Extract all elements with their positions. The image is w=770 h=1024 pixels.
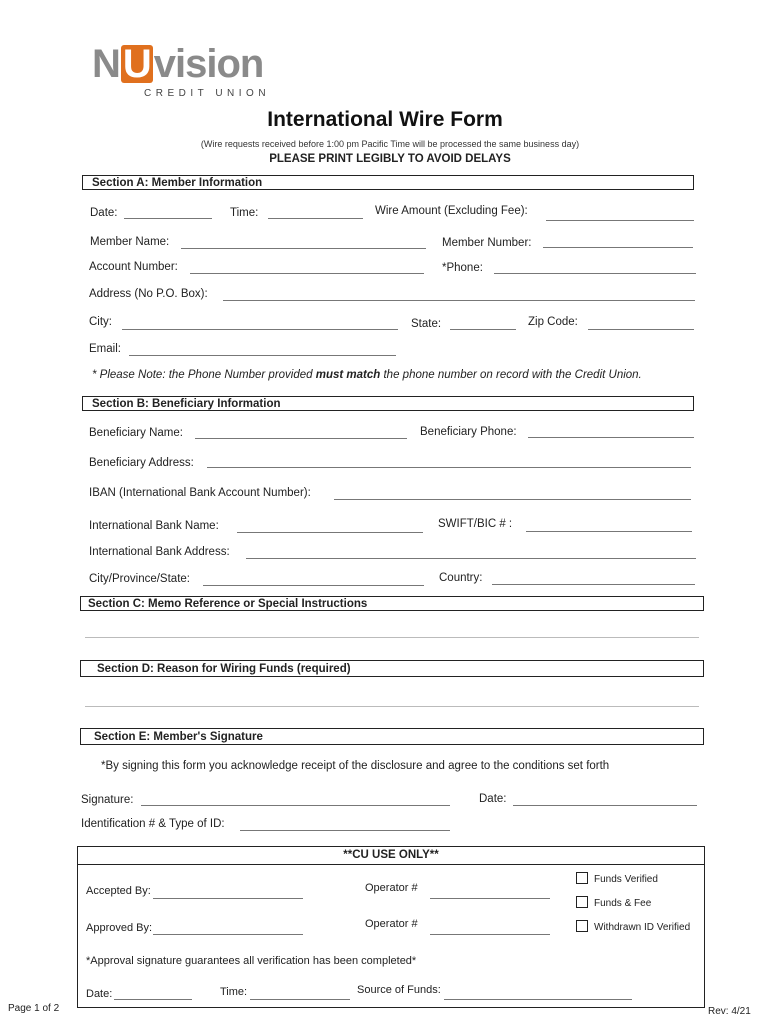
operator-1-label: Operator #: [365, 882, 418, 894]
cu-date-field[interactable]: [114, 999, 192, 1000]
identification-field[interactable]: [240, 830, 450, 831]
reason-field[interactable]: [85, 706, 699, 707]
state-label: State:: [411, 318, 442, 330]
operator-1-field[interactable]: [430, 898, 550, 899]
member-number-field[interactable]: [543, 247, 693, 248]
beneficiary-address-field[interactable]: [207, 467, 691, 468]
nuvision-logo: [92, 44, 270, 99]
section-d-header: [80, 660, 704, 677]
phone-match-note: [92, 369, 642, 381]
print-instruction: PLEASE PRINT LEGIBLY TO AVOID DELAYS: [269, 153, 511, 165]
operator-2-field[interactable]: [430, 934, 550, 935]
withdrawn-id-label: Withdrawn ID Verified: [594, 922, 691, 933]
accepted-by-field[interactable]: [153, 898, 303, 899]
section-c-title: Section C: Memo Reference or Special Instructions: [88, 598, 368, 610]
beneficiary-phone-label: Beneficiary Phone:: [420, 426, 517, 438]
city-field[interactable]: [122, 329, 398, 330]
section-b-header: [82, 396, 694, 411]
identification-label: Identification # & Type of ID:: [81, 818, 225, 830]
logo-letters-vision: vision: [153, 42, 264, 86]
source-of-funds-label: Source of Funds:: [357, 984, 441, 996]
form-title: International Wire Form: [267, 108, 503, 131]
bank-address-label: International Bank Address:: [89, 546, 230, 558]
approval-note: *Approval signature guarantees all verification has been completed*: [86, 955, 417, 967]
city-province-field[interactable]: [203, 585, 424, 586]
phone-note-emphasis: must match: [315, 369, 381, 381]
cu-date-label: Date:: [86, 988, 113, 1000]
country-label: Country:: [439, 572, 483, 584]
bank-name-field[interactable]: [237, 532, 423, 533]
bank-address-field[interactable]: [246, 558, 696, 559]
funds-verified-label: Funds Verified: [594, 874, 658, 885]
date-field[interactable]: [124, 218, 212, 219]
iban-label: IBAN (International Bank Account Number):: [89, 487, 311, 499]
zip-code-label: Zip Code:: [528, 316, 578, 328]
cu-time-label: Time:: [220, 986, 248, 998]
phone-label: *Phone:: [442, 262, 483, 274]
beneficiary-name-field[interactable]: [195, 438, 407, 439]
wire-amount-field[interactable]: [546, 220, 694, 221]
logo-wordmark: [92, 44, 270, 84]
time-field[interactable]: [268, 218, 363, 219]
section-c-header: [80, 596, 704, 611]
swift-field[interactable]: [526, 531, 692, 532]
account-number-field[interactable]: [190, 273, 424, 274]
city-label: City:: [89, 316, 112, 328]
zip-code-field[interactable]: [588, 329, 694, 330]
address-field[interactable]: [223, 300, 695, 301]
beneficiary-phone-field[interactable]: [528, 437, 694, 438]
logo-subtitle: CREDIT UNION: [144, 88, 271, 99]
memo-field[interactable]: [85, 637, 699, 638]
phone-note-text-end: the phone number on record with the Credit Union.: [380, 369, 642, 381]
member-name-field[interactable]: [181, 248, 426, 249]
beneficiary-address-label: Beneficiary Address:: [89, 457, 194, 469]
operator-2-label: Operator #: [365, 918, 418, 930]
section-b-title: Section B: Beneficiary Information: [92, 398, 281, 410]
accepted-by-label: Accepted By:: [86, 885, 151, 897]
page-number: Page 1 of 2: [8, 1003, 60, 1014]
member-name-label: Member Name:: [90, 236, 170, 248]
phone-field[interactable]: [494, 273, 696, 274]
section-a-title: Section A: Member Information: [92, 177, 263, 189]
account-number-label: Account Number:: [89, 261, 178, 273]
state-field[interactable]: [450, 329, 516, 330]
logo-letter-n: N: [92, 42, 120, 86]
signature-label: Signature:: [81, 794, 134, 806]
iban-field[interactable]: [334, 499, 691, 500]
section-d-title: Section D: Reason for Wiring Funds (required): [97, 663, 351, 675]
section-a-header: [82, 175, 694, 190]
logo-letter-u: U: [122, 42, 151, 86]
source-of-funds-field[interactable]: [444, 999, 632, 1000]
section-e-header: [80, 728, 704, 745]
signature-date-field[interactable]: [513, 805, 697, 806]
signature-date-label: Date:: [479, 793, 507, 805]
cu-time-field[interactable]: [250, 999, 350, 1000]
acknowledge-text: *By signing this form you acknowledge receipt of the disclosure and agree to the conditions set forth: [101, 760, 610, 772]
processing-note: (Wire requests received before 1:00 pm Pacific Time will be processed the same business day): [200, 139, 580, 149]
city-province-label: City/Province/State:: [89, 573, 190, 585]
swift-label: SWIFT/BIC # :: [438, 518, 513, 530]
address-label: Address (No P.O. Box):: [89, 288, 208, 300]
country-field[interactable]: [492, 584, 695, 585]
funds-fee-label: Funds & Fee: [594, 898, 652, 909]
bank-name-label: International Bank Name:: [89, 520, 219, 532]
time-label: Time:: [230, 207, 259, 219]
funds-verified-checkbox[interactable]: [576, 872, 588, 884]
beneficiary-name-label: Beneficiary Name:: [89, 427, 183, 439]
approved-by-field[interactable]: [153, 934, 303, 935]
section-e-title: Section E: Member's Signature: [94, 731, 263, 743]
funds-fee-checkbox[interactable]: [576, 896, 588, 908]
phone-note-text: * Please Note: the Phone Number provided: [92, 369, 316, 381]
wire-amount-label: Wire Amount (Excluding Fee):: [375, 205, 528, 217]
email-field[interactable]: [129, 355, 396, 356]
withdrawn-id-checkbox[interactable]: [576, 920, 588, 932]
revision-date: Rev: 4/21: [708, 1006, 751, 1017]
member-number-label: Member Number:: [442, 237, 532, 249]
cu-use-only-title: **CU USE ONLY**: [78, 847, 704, 865]
approved-by-label: Approved By:: [86, 922, 153, 934]
email-label: Email:: [89, 343, 121, 355]
date-label: Date:: [90, 207, 118, 219]
signature-field[interactable]: [141, 805, 450, 806]
